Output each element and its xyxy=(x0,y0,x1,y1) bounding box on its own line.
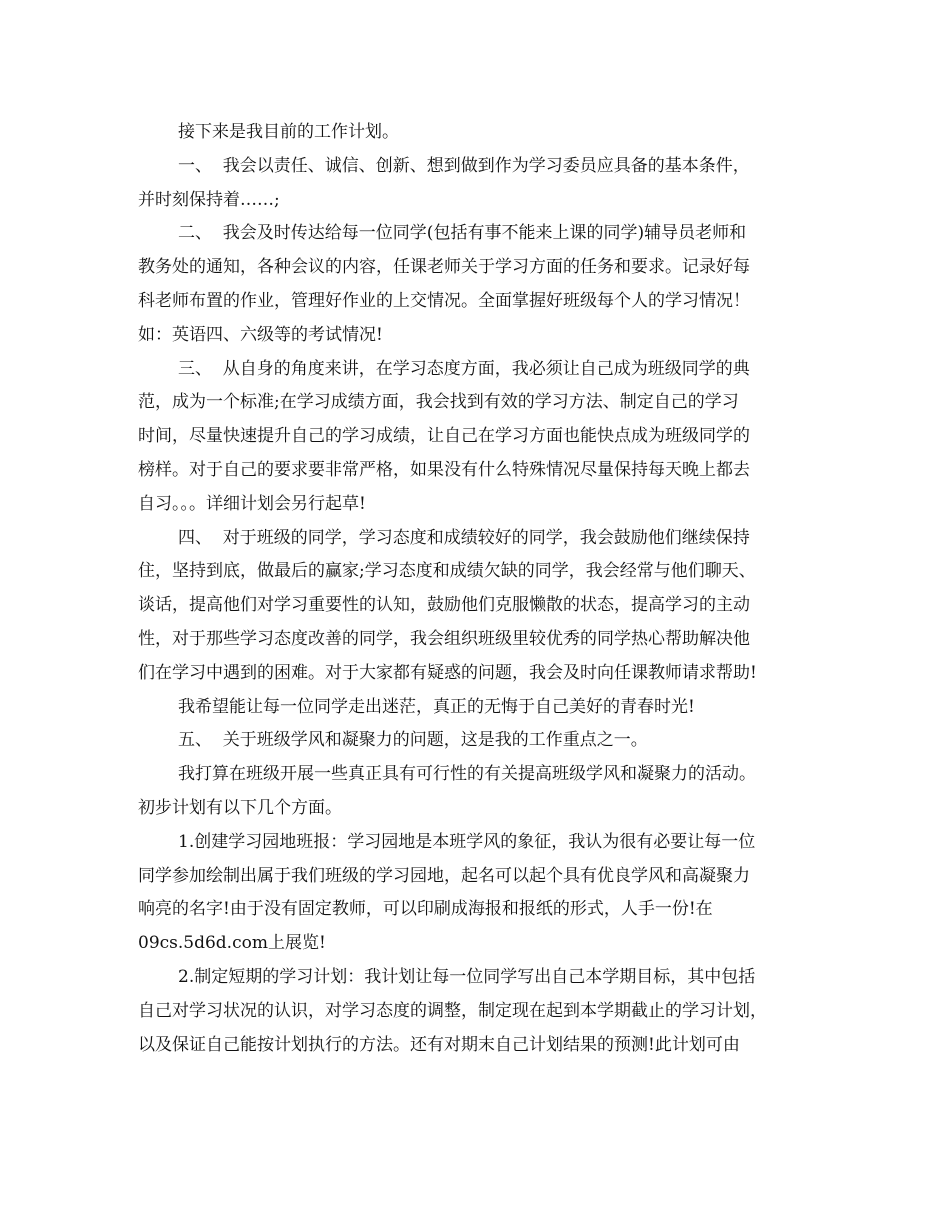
paragraph-line: 五、 关于班级学风和凝聚力的问题，这是我的工作重点之一。 xyxy=(178,730,648,751)
paragraph-line: 并时刻保持着……; xyxy=(138,189,280,210)
paragraph-line: 响亮的名字!由于没有固定教师，可以印刷成海报和报纸的形式，人手一份!在 xyxy=(138,899,713,920)
paragraph-line: 一、 我会以责任、诚信、创新、想到做到作为学习委员应具备的基本条件， xyxy=(178,155,750,176)
paragraph-line: 同学参加绘制出属于我们班级的学习园地，起名可以起个具有优良学风和高凝聚力 xyxy=(138,865,750,886)
paragraph-line: 时间，尽量快速提升自己的学习成绩，让自己在学习方面也能快点成为班级同学的 xyxy=(138,426,750,447)
paragraph-line: 以及保证自己能按计划执行的方法。还有对期末自己计划结果的预测!此计划可由 xyxy=(138,1034,740,1055)
paragraph-line: 们在学习中遇到的困难。对于大家都有疑惑的问题，我会及时向任课教师请求帮助! xyxy=(138,662,757,683)
paragraph-line: 如：英语四、六级等的考试情况! xyxy=(138,324,383,345)
paragraph-line: 2.制定短期的学习计划：我计划让每一位同学写出自己本学期目标，其中包括 xyxy=(178,966,756,987)
paragraph-line: 1.创建学习园地班报：学习园地是本班学风的象征，我认为很有必要让每一位 xyxy=(178,831,756,852)
paragraph-line: 我希望能让每一位同学走出迷茫，真正的无悔于自己美好的青春时光! xyxy=(178,696,695,717)
paragraph-line: 09cs.5d6d.com上展览! xyxy=(138,933,326,954)
paragraph-line: 范，成为一个标准;在学习成绩方面，我会找到有效的学习方法、制定自己的学习 xyxy=(138,392,739,413)
paragraph-line: 接下来是我目前的工作计划。 xyxy=(178,122,399,142)
paragraph-line: 教务处的通知，各种会议的内容，任课老师关于学习方面的任务和要求。记录好每 xyxy=(138,257,750,278)
paragraph-line: 科老师布置的作业，管理好作业的上交情况。全面掌握好班级每个人的学习情况！ xyxy=(138,290,750,311)
paragraph-line: 榜样。对于自己的要求要非常严格，如果没有什么特殊情况尽量保持每天晚上都去 xyxy=(138,459,750,480)
paragraph-line: 自习。。。详细计划会另行起草! xyxy=(138,493,366,514)
paragraph-line: 四、 对于班级的同学，学习态度和成绩较好的同学，我会鼓励他们继续保持 xyxy=(178,527,750,548)
paragraph-line: 性，对于那些学习态度改善的同学，我会组织班级里较优秀的同学热心帮助解决他 xyxy=(138,628,750,649)
paragraph-line: 初步计划有以下几个方面。 xyxy=(138,797,342,818)
paragraph-line: 我打算在班级开展一些真正具有可行性的有关提高班级学风和凝聚力的活动。 xyxy=(178,764,756,785)
paragraph-line: 二、 我会及时传达给每一位同学(包括有事不能来上课的同学)辅导员老师和 xyxy=(178,223,747,244)
document-body xyxy=(138,116,828,1062)
paragraph-line: 住，坚持到底，做最后的赢家;学习态度和成绩欠缺的同学，我会经常与他们聊天、 xyxy=(138,561,756,582)
paragraph-line: 自己对学习状况的认识，对学习态度的调整，制定现在起到本学期截止的学习计划， xyxy=(138,1000,767,1021)
paragraph-line: 三、 从自身的角度来讲，在学习态度方面，我必须让自己成为班级同学的典 xyxy=(178,358,750,379)
paragraph-line: 谈话，提高他们对学习重要性的认知，鼓励他们克服懒散的状态，提高学习的主动 xyxy=(138,595,750,616)
